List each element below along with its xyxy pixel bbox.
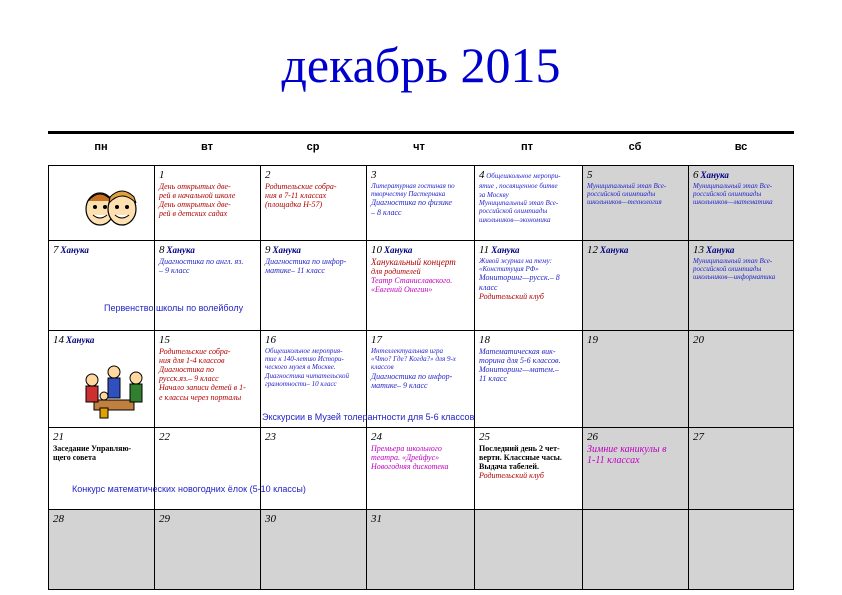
event-text: Выдача табелей. bbox=[479, 462, 539, 472]
event-text: День открытых две- bbox=[159, 200, 231, 210]
day-cell bbox=[366, 509, 474, 590]
event-text: Мониторинг—матем.– bbox=[479, 365, 559, 375]
day-cell-empty bbox=[474, 509, 582, 590]
event-text: русск.яз.– 9 класс bbox=[159, 374, 219, 384]
day-cell bbox=[474, 240, 582, 330]
event-text: за Москву bbox=[479, 190, 509, 199]
hanuka-label: Ханука bbox=[700, 170, 729, 180]
grid-line bbox=[48, 165, 49, 590]
day-number: 26 bbox=[587, 431, 598, 443]
hanuka-label: Ханука bbox=[66, 335, 95, 345]
event-text: щего совета bbox=[53, 452, 96, 462]
event-text: классов bbox=[371, 363, 394, 372]
grid-line bbox=[260, 165, 261, 590]
grid-line bbox=[48, 427, 794, 428]
day-cell bbox=[366, 240, 474, 330]
grid-line bbox=[582, 165, 583, 590]
hanuka-label: Ханука bbox=[384, 245, 413, 255]
grid-line bbox=[154, 165, 155, 590]
event-text: Живой журнал на тему: bbox=[479, 256, 552, 265]
event-text: матике– 11 класс bbox=[265, 265, 325, 275]
event-text: Диагностика по bbox=[159, 365, 215, 375]
day-number: 7 bbox=[53, 244, 59, 256]
event-text: ния в 7-11 классах bbox=[265, 190, 327, 200]
hanuka-label: Ханука bbox=[166, 245, 195, 255]
event-text: рей в начальной школе bbox=[159, 190, 236, 200]
event-text: «Евгений Онегин» bbox=[371, 285, 433, 295]
event-text: театра. «Дрейфус» bbox=[371, 452, 440, 462]
event-text: Премьера школьного bbox=[371, 443, 442, 453]
day-cell-empty bbox=[688, 509, 794, 590]
smiling-faces-icon bbox=[80, 187, 142, 229]
event-text: Начало записи детей в 1- bbox=[159, 383, 246, 393]
event-text: для родителей bbox=[371, 266, 421, 276]
event-text: школьников—экономика bbox=[479, 215, 551, 224]
event-text: 1-11 классах bbox=[587, 455, 640, 467]
grid-line bbox=[48, 165, 794, 166]
day-cell bbox=[260, 509, 366, 590]
event-text: Общешкольное мероприя- bbox=[265, 346, 343, 355]
event-text: ния для 1-4 классов bbox=[159, 355, 225, 365]
day-number: 17 bbox=[371, 334, 382, 346]
event-text: Диагностика по физике bbox=[371, 198, 452, 208]
event-text: Новогодняя дискотека bbox=[371, 462, 449, 472]
day-number: 5 bbox=[587, 169, 593, 181]
event-text: е классы через порталы bbox=[159, 392, 242, 402]
grid-line bbox=[48, 240, 794, 241]
event-text: российской олимпиады bbox=[693, 265, 762, 274]
event-text: – 8 класс bbox=[371, 207, 402, 217]
day-cell bbox=[260, 165, 366, 240]
day-number: 18 bbox=[479, 334, 490, 346]
day-cell bbox=[260, 427, 366, 509]
day-cell-weekend bbox=[582, 240, 688, 330]
day-cell bbox=[260, 240, 366, 330]
day-number: 15 bbox=[159, 334, 170, 346]
day-cell-weekend bbox=[582, 330, 688, 427]
event-text: Муниципальный этап Все- bbox=[587, 181, 667, 190]
event-text: тие к 140-летию Истори- bbox=[265, 355, 344, 364]
event-text: Родительский клуб bbox=[479, 291, 544, 301]
event-text: Интеллектуальная игра bbox=[371, 346, 444, 355]
event-text: школьников—информатика bbox=[693, 273, 776, 282]
event-text: (площадка Н-57) bbox=[265, 200, 323, 210]
day-cell bbox=[48, 509, 154, 590]
event-text: школьников—математика bbox=[693, 198, 773, 207]
day-number: 23 bbox=[265, 431, 276, 443]
day-number: 11 bbox=[479, 244, 490, 256]
event-text: Заседание Управляю- bbox=[53, 443, 132, 453]
day-number: 29 bbox=[159, 513, 170, 525]
day-cell bbox=[154, 509, 260, 590]
day-number: 31 bbox=[371, 513, 382, 525]
event-text: – 9 класс bbox=[159, 265, 190, 275]
event-text: Театр Станиславского. bbox=[371, 276, 453, 286]
dow-mon: пн bbox=[94, 141, 108, 153]
day-cell bbox=[474, 165, 582, 240]
header-divider bbox=[48, 131, 794, 134]
event-text: 11 класс bbox=[479, 374, 507, 384]
hanuka-label: Ханука bbox=[60, 245, 89, 255]
day-cell bbox=[366, 165, 474, 240]
event-text: Муниципальный этап Все- bbox=[693, 256, 773, 265]
day-cell bbox=[154, 427, 260, 509]
event-text: Диагностика читательской bbox=[265, 371, 349, 380]
event-text: «Что? Где? Когда?» для 9-х bbox=[371, 355, 456, 364]
day-number: 12 bbox=[587, 244, 598, 256]
grid-line bbox=[688, 165, 689, 590]
hanuka-label: Ханука bbox=[272, 245, 301, 255]
event-text: «Конституция РФ» bbox=[479, 265, 539, 274]
day-number: 22 bbox=[159, 431, 170, 443]
day-cell-empty bbox=[48, 165, 154, 240]
day-cell-weekend bbox=[688, 240, 794, 330]
day-cell bbox=[48, 427, 154, 509]
day-number: 4 bbox=[479, 169, 485, 181]
day-number: 14 bbox=[53, 334, 64, 346]
dow-wed: ср bbox=[306, 141, 320, 153]
hanuka-label: Ханука bbox=[491, 245, 520, 255]
day-number: 1 bbox=[159, 169, 165, 181]
event-text: школьников—технология bbox=[587, 198, 662, 207]
event-text: Математическая вик- bbox=[479, 346, 556, 356]
event-text: российской олимпиады bbox=[587, 190, 656, 199]
day-number: 27 bbox=[693, 431, 704, 443]
event-text: Родительский клуб bbox=[479, 471, 544, 481]
event-text: класс bbox=[479, 282, 498, 292]
dow-sat: сб bbox=[628, 141, 642, 153]
event-text: Диагностика по инфор- bbox=[371, 371, 453, 381]
day-number: 3 bbox=[371, 169, 377, 181]
day-number: 20 bbox=[693, 334, 704, 346]
event-text: Муниципальный этап Все- bbox=[479, 198, 559, 207]
day-cell-weekend bbox=[582, 427, 688, 509]
day-cell-weekend bbox=[688, 427, 794, 509]
event-text: российской олимпиады bbox=[693, 190, 762, 199]
day-cell bbox=[474, 427, 582, 509]
day-cell bbox=[48, 330, 154, 427]
day-cell-weekend bbox=[582, 165, 688, 240]
day-number: 16 bbox=[265, 334, 276, 346]
grid-line bbox=[48, 330, 794, 331]
day-cell bbox=[154, 240, 260, 330]
grid-line bbox=[48, 589, 794, 590]
day-number: 30 bbox=[265, 513, 276, 525]
day-cell bbox=[154, 165, 260, 240]
day-cell-weekend bbox=[688, 330, 794, 427]
meeting-people-icon bbox=[78, 362, 150, 420]
event-text: ятие , посвященное битве bbox=[479, 182, 558, 191]
dow-fri: пт bbox=[520, 141, 534, 153]
grid-line bbox=[48, 509, 794, 510]
banner-math-trees-contest: Конкурс математических новогодних ёлок (5-10 классы) bbox=[72, 484, 306, 494]
event-text: ческого музея в Москве. bbox=[265, 363, 336, 372]
event-text: Родительские собра- bbox=[159, 346, 231, 356]
dow-tue: вт bbox=[200, 141, 213, 153]
event-text: матике– 9 класс bbox=[371, 381, 428, 390]
day-number: 8 bbox=[159, 244, 165, 256]
event-text: День открытых две- bbox=[159, 181, 231, 191]
day-cell bbox=[154, 330, 260, 427]
event-text: Мониторинг—русск.– 8 bbox=[479, 273, 560, 283]
grid-line bbox=[474, 165, 475, 590]
event-text: творчеству Пастернака bbox=[371, 190, 446, 199]
day-cell bbox=[48, 240, 154, 330]
event-text: Родительские собра- bbox=[265, 181, 337, 191]
dow-sun: вс bbox=[734, 141, 748, 153]
event-text: Литературная гостиная по bbox=[371, 181, 455, 190]
day-number: 25 bbox=[479, 431, 490, 443]
event-text: торина для 5-6 классов. bbox=[479, 355, 561, 365]
day-number: 21 bbox=[53, 431, 64, 443]
day-number: 10 bbox=[371, 244, 382, 256]
event-text: Муниципальный этап Все- bbox=[693, 181, 773, 190]
event-text: Диагностика по англ. яз. bbox=[159, 256, 244, 266]
page-title: декабрь 2015 bbox=[281, 37, 561, 93]
event-text: верти. Классные часы. bbox=[479, 452, 562, 462]
event-text: Последний день 2 чет- bbox=[479, 443, 560, 453]
event-text: грамотности– 10 класс bbox=[265, 380, 337, 389]
grid-line bbox=[366, 165, 367, 590]
day-number: 2 bbox=[265, 169, 271, 181]
hanuka-label: Ханука bbox=[706, 245, 735, 255]
day-number: 6 bbox=[693, 169, 699, 181]
day-number: 9 bbox=[265, 244, 271, 256]
grid-line bbox=[793, 165, 794, 590]
event-text: Диагностика по инфор- bbox=[265, 256, 347, 266]
hanuka-label: Ханука bbox=[600, 245, 629, 255]
event-text: рей в детских садах bbox=[159, 209, 228, 219]
day-cell bbox=[474, 330, 582, 427]
dow-thu: чт bbox=[413, 141, 425, 153]
event-text: Ханукальный концерт bbox=[371, 256, 456, 267]
day-cell-empty bbox=[582, 509, 688, 590]
day-cell bbox=[366, 427, 474, 509]
banner-tolerance-museum: Экскурсии в Музей толерантности для 5-6 классов bbox=[262, 412, 475, 422]
day-number: 24 bbox=[371, 431, 382, 443]
day-number: 28 bbox=[53, 513, 64, 525]
day-number: 19 bbox=[587, 334, 598, 346]
day-cell-weekend bbox=[688, 165, 794, 240]
event-text: Общешкольное меропри- bbox=[486, 172, 561, 180]
banner-volleyball: Первенство школы по волейболу bbox=[104, 303, 244, 313]
event-text: Зимние каникулы в bbox=[587, 443, 667, 455]
event-text: российской олимпиады bbox=[479, 207, 548, 216]
calendar-grid bbox=[48, 131, 794, 590]
day-number: 13 bbox=[693, 244, 704, 256]
